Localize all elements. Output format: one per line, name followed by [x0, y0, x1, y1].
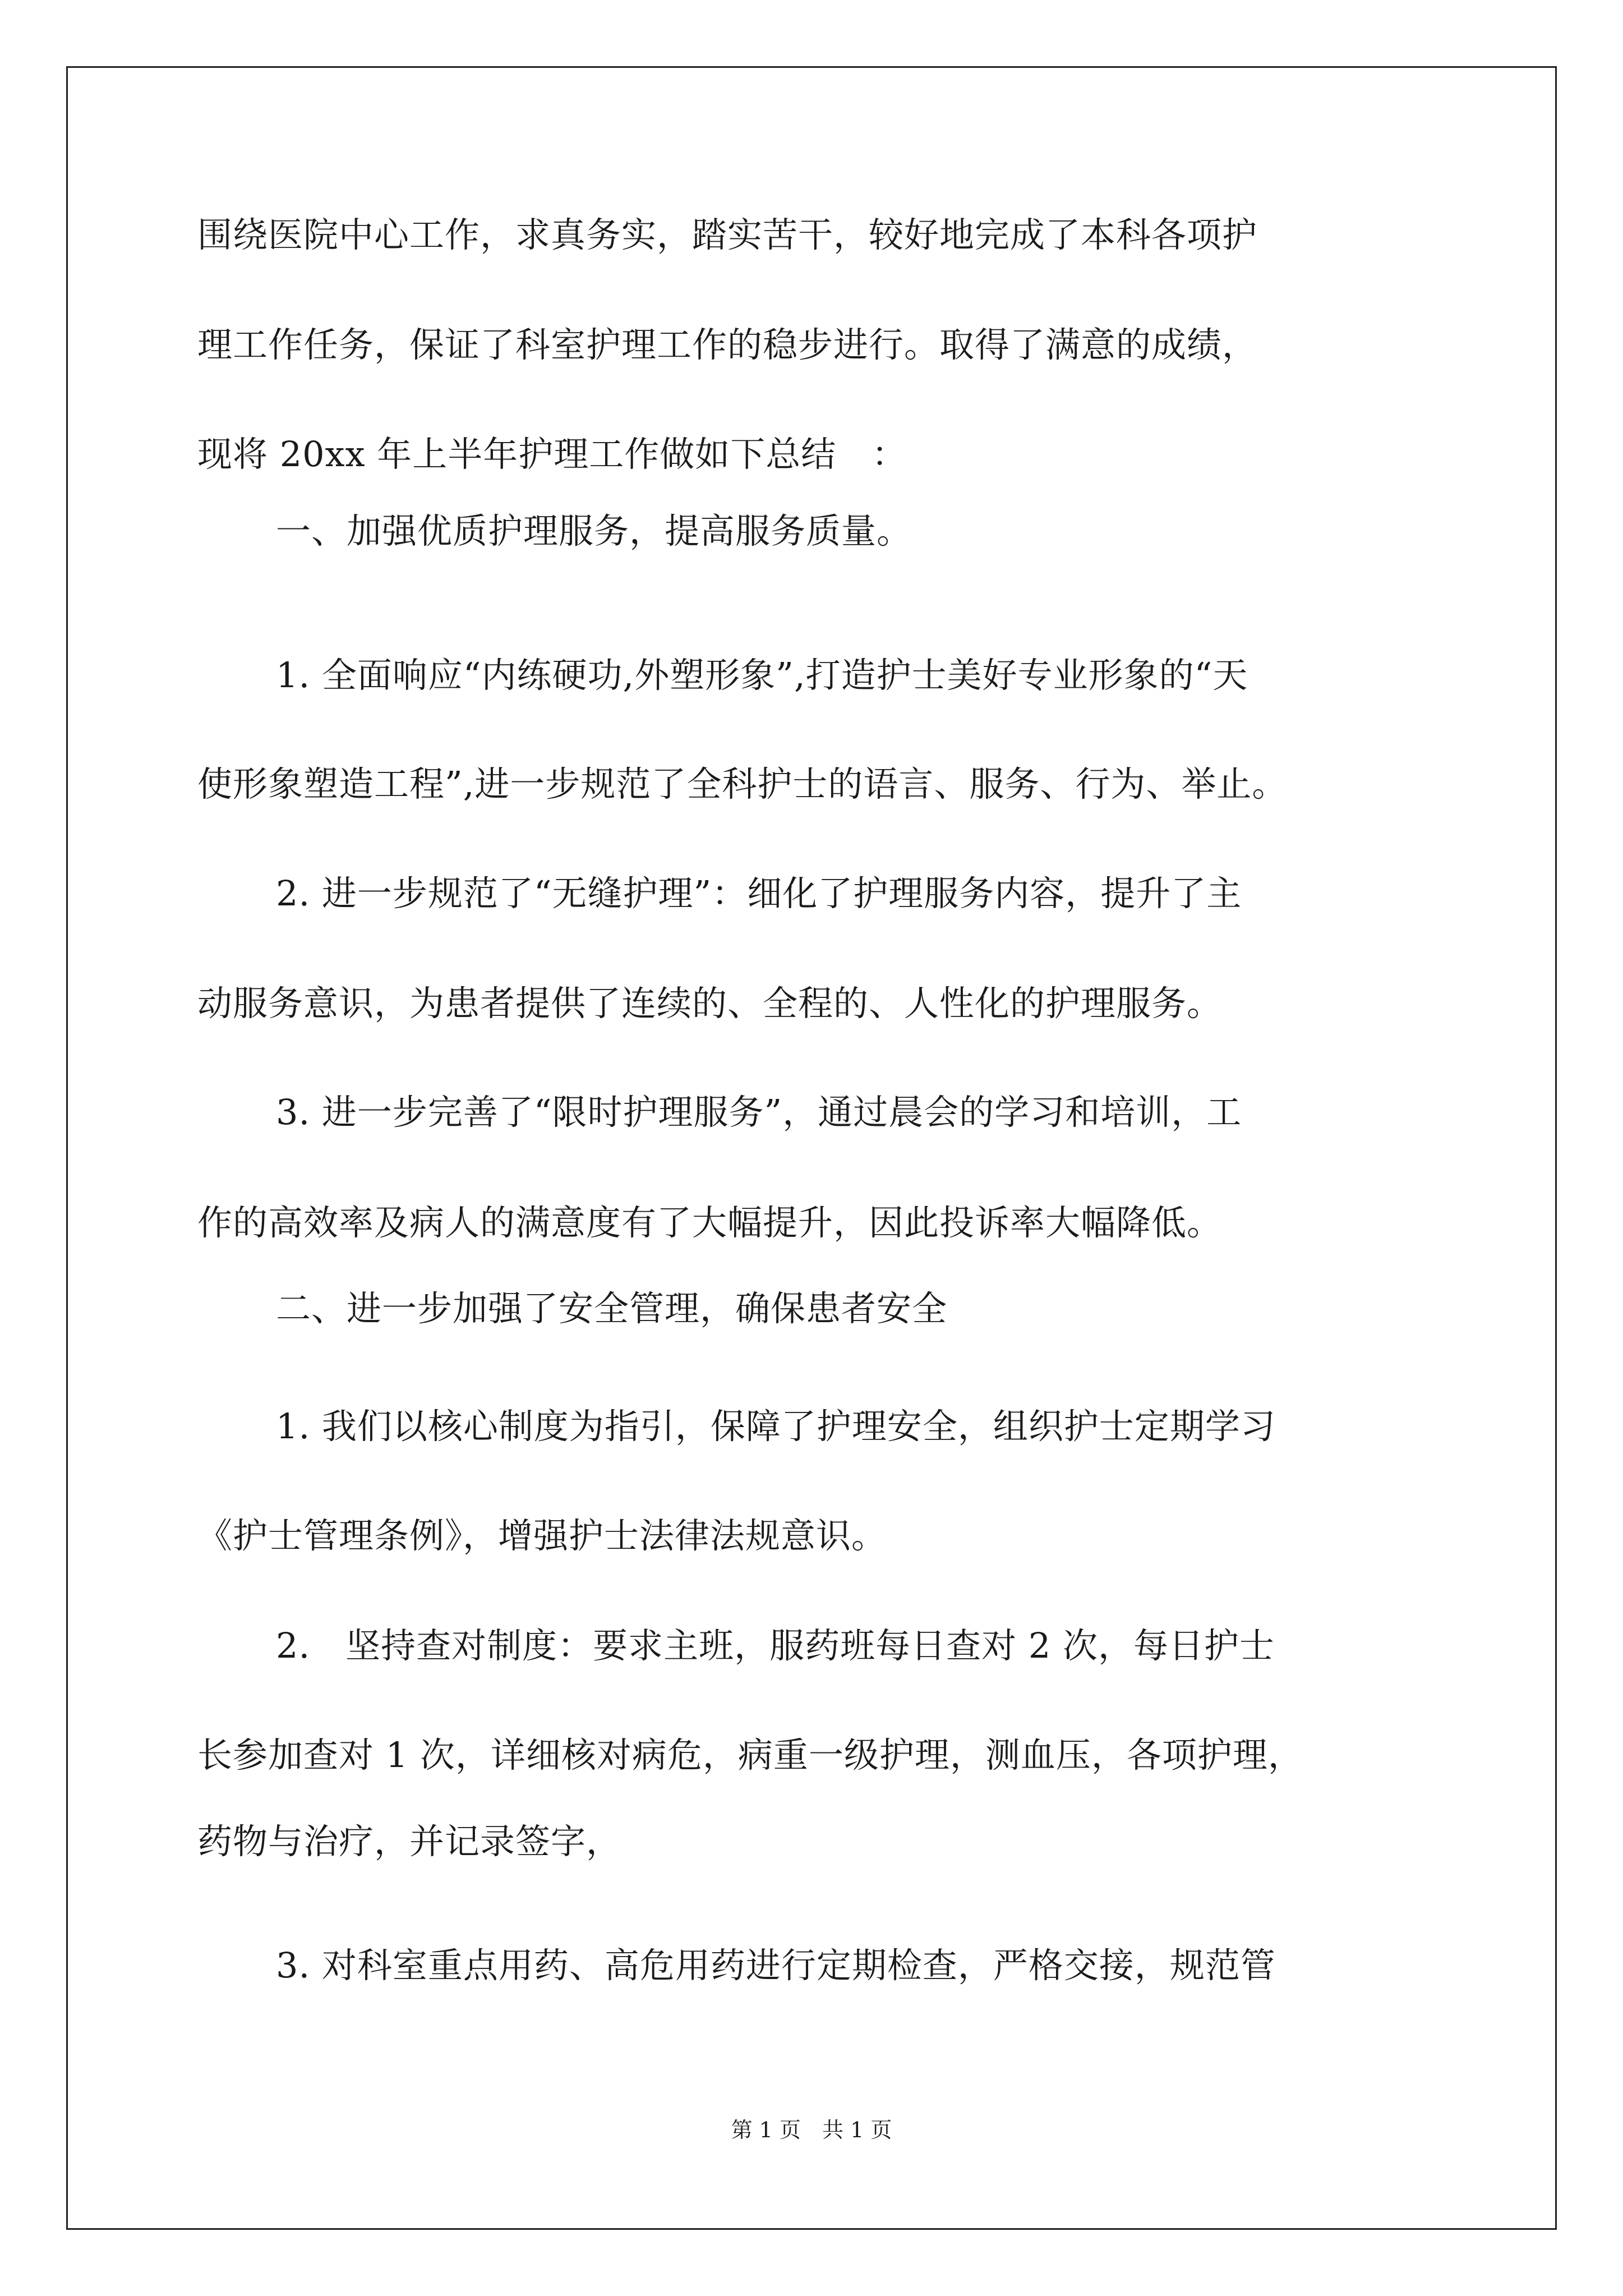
body-text-line: 围绕医院中心工作，求真务实，踏实苦干，较好地完成了本科各项护: [197, 214, 1258, 255]
body-text-line: 长参加查对 1 次，详细核对病危，病重一级护理，测血压，各项护理，: [197, 1734, 1303, 1775]
body-text-line: 2. 坚持查对制度：要求主班，服药班每日查对 2 次，每日护士: [276, 1625, 1275, 1666]
body-text-line: 作的高效率及病人的满意度有了大幅提升，因此投诉率大幅降低。: [197, 1202, 1223, 1243]
body-text-line: 药物与治疗，并记录签字，: [197, 1821, 622, 1862]
body-text-line: 1. 我们以核心制度为指引，保障了护理安全，组织护士定期学习: [276, 1406, 1276, 1447]
body-text-line: 动服务意识，为患者提供了连续的、全程的、人性化的护理服务。: [197, 983, 1223, 1024]
body-text-line: 2. 进一步规范了“无缝护理”：细化了护理服务内容，提升了主: [276, 873, 1242, 914]
section-heading: 一、加强优质护理服务，提高服务质量。: [276, 510, 912, 551]
body-text-line: 使形象塑造工程”,进一步规范了全科护士的语言、服务、行为、举止。: [197, 763, 1288, 804]
body-text-line: 1. 全面响应“内练硬功,外塑形象”,打造护士美好专业形象的“天: [276, 655, 1248, 696]
section-heading: 二、进一步加强了安全管理，确保患者安全: [276, 1288, 948, 1329]
body-text-line: 理工作任务，保证了科室护理工作的稳步进行。取得了满意的成绩，: [197, 324, 1258, 365]
body-text-line: 现将 20xx 年上半年护理工作做如下总结 ：: [197, 434, 907, 475]
body-text-line: 3. 对科室重点用药、高危用药进行定期检查，严格交接，规范管: [276, 1945, 1276, 1986]
body-text-line: 《护士管理条例》，增强护士法律法规意识。: [197, 1515, 887, 1556]
body-text-line: 3. 进一步完善了“限时护理服务”，通过晨会的学习和培训，工: [276, 1092, 1242, 1133]
page-border: [66, 66, 1557, 2230]
page-number-footer: 第 1 页 共 1 页: [731, 2118, 892, 2142]
